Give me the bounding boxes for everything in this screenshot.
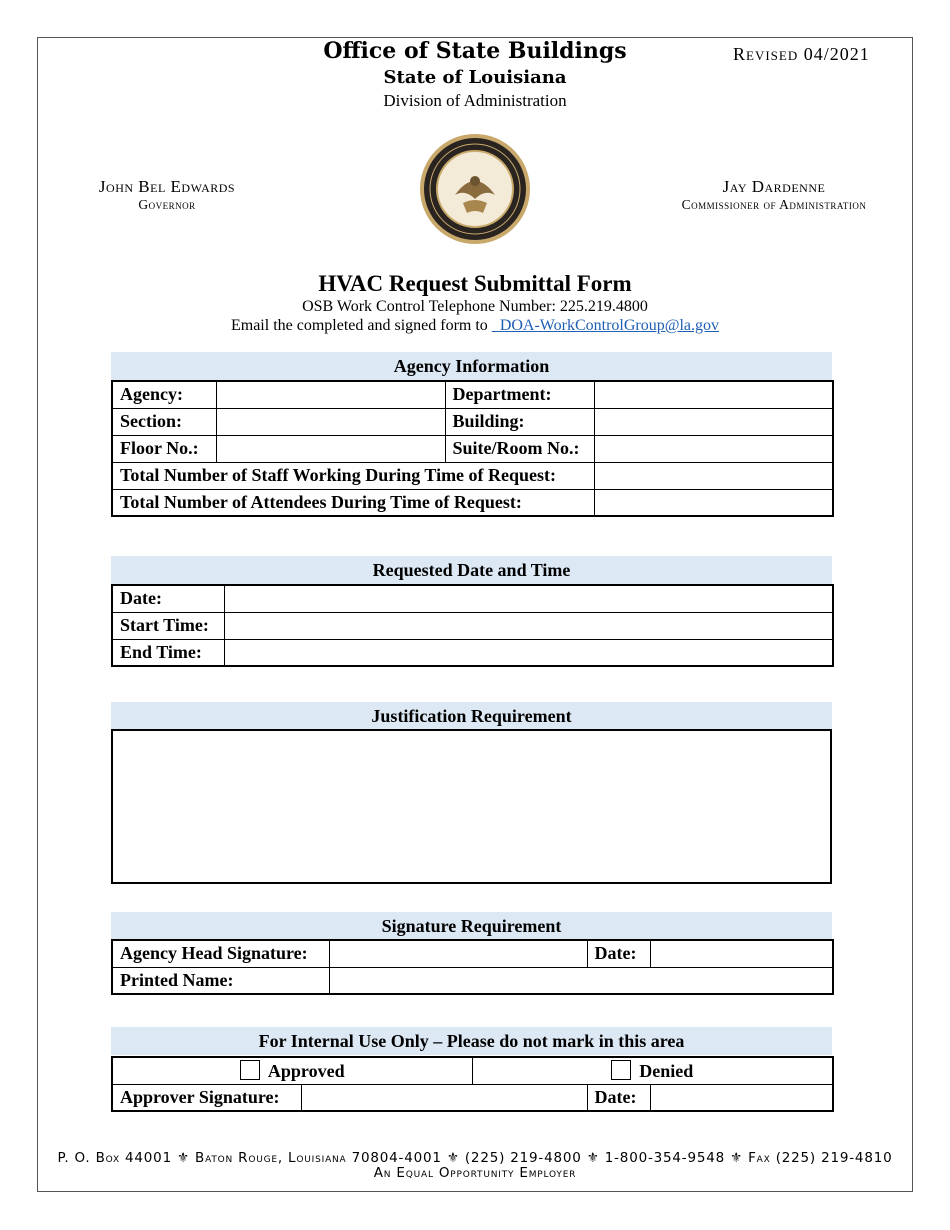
table-row: [112, 967, 833, 994]
table-row: [112, 489, 833, 516]
signature-date-label: Date:: [587, 940, 650, 967]
datetime-table: [111, 584, 834, 667]
section-field[interactable]: [216, 408, 445, 435]
table-row: [112, 1084, 833, 1111]
approved-checkbox[interactable]: [240, 1060, 260, 1080]
approved-option: [112, 1057, 472, 1084]
agency-label: Agency:: [112, 381, 216, 408]
justification-header: Justification Requirement: [111, 702, 832, 730]
datetime-header: Requested Date and Time: [111, 556, 832, 584]
table-row: [112, 1057, 833, 1084]
approver-date-label: Date:: [587, 1084, 650, 1111]
revision-date: Revised 04/2021: [733, 44, 870, 64]
start-time-field[interactable]: [224, 612, 833, 639]
building-field[interactable]: [594, 408, 833, 435]
internal-use-header: For Internal Use Only – Please do not mark in this area: [111, 1027, 832, 1055]
table-row: [112, 585, 833, 612]
end-time-label: End Time:: [112, 639, 224, 666]
email-line: [0, 317, 950, 335]
table-row: [112, 462, 833, 489]
staff-count-field[interactable]: [594, 462, 833, 489]
governor-title: Governor: [138, 197, 196, 212]
printed-name-field[interactable]: [329, 967, 833, 994]
suite-label: Suite/Room No.:: [445, 435, 594, 462]
approver-signature-field[interactable]: [301, 1084, 587, 1111]
attendee-count-label: Total Number of Attendees During Time of Request:: [112, 489, 594, 516]
date-label: Date:: [112, 585, 224, 612]
commissioner-block: [644, 177, 904, 213]
table-row: [112, 435, 833, 462]
end-time-field[interactable]: [224, 639, 833, 666]
department-field[interactable]: [594, 381, 833, 408]
department-label: Department:: [445, 381, 594, 408]
agency-field[interactable]: [216, 381, 445, 408]
office-title: Office of State Buildings: [323, 38, 627, 64]
suite-field[interactable]: [594, 435, 833, 462]
printed-name-label: Printed Name:: [112, 967, 329, 994]
email-link[interactable]: _DOA-WorkControlGroup@la.gov: [491, 317, 720, 334]
building-label: Building:: [445, 408, 594, 435]
table-row: [112, 639, 833, 666]
denied-option: [472, 1057, 833, 1084]
agency-info-header: Agency Information: [111, 352, 832, 380]
table-row: [112, 381, 833, 408]
table-row: [112, 940, 833, 967]
table-row: [112, 408, 833, 435]
floor-field[interactable]: [216, 435, 445, 462]
agency-info-table: [111, 380, 834, 517]
table-row: [112, 612, 833, 639]
staff-count-label: Total Number of Staff Working During Time of Request:: [112, 462, 594, 489]
start-time-label: Start Time:: [112, 612, 224, 639]
denied-checkbox[interactable]: [611, 1060, 631, 1080]
commissioner-name: Jay Dardenne: [722, 177, 826, 196]
section-label: Section:: [112, 408, 216, 435]
agency-head-signature-field[interactable]: [329, 940, 587, 967]
denied-label: Denied: [639, 1060, 694, 1081]
division-title: Division of Administration: [383, 91, 567, 110]
floor-label: Floor No.:: [112, 435, 216, 462]
approver-signature-label: Approver Signature:: [112, 1084, 301, 1111]
attendee-count-field[interactable]: [594, 489, 833, 516]
approved-label: Approved: [267, 1060, 345, 1081]
louisiana-seal-icon: [419, 133, 531, 245]
commissioner-title: Commissioner of Administration: [681, 197, 867, 212]
state-title: State of Louisiana: [383, 67, 567, 88]
signature-header: Signature Requirement: [111, 912, 832, 940]
date-field[interactable]: [224, 585, 833, 612]
approver-date-field[interactable]: [650, 1084, 833, 1111]
agency-head-signature-label: Agency Head Signature:: [112, 940, 329, 967]
governor-block: [37, 177, 297, 213]
form-title: HVAC Request Submittal Form: [318, 271, 632, 296]
signature-table: [111, 939, 834, 995]
justification-field[interactable]: [111, 729, 832, 884]
phone-line: OSB Work Control Telephone Number: 225.219.4800: [302, 298, 648, 315]
footer-address: P. O. Box 44001 ⚜ Baton Rouge, Louisiana 70804-4001 ⚜ (225) 219-4800 ⚜ 1-800-354-9548 ⚜ Fax (225) 219-4810: [57, 1150, 893, 1166]
internal-use-table: [111, 1056, 834, 1112]
governor-name: John Bel Edwards: [98, 177, 236, 196]
footer-eoe: An Equal Opportunity Employer: [373, 1165, 577, 1181]
email-instruction: Email the completed and signed form to: [230, 317, 488, 334]
signature-date-field[interactable]: [650, 940, 833, 967]
